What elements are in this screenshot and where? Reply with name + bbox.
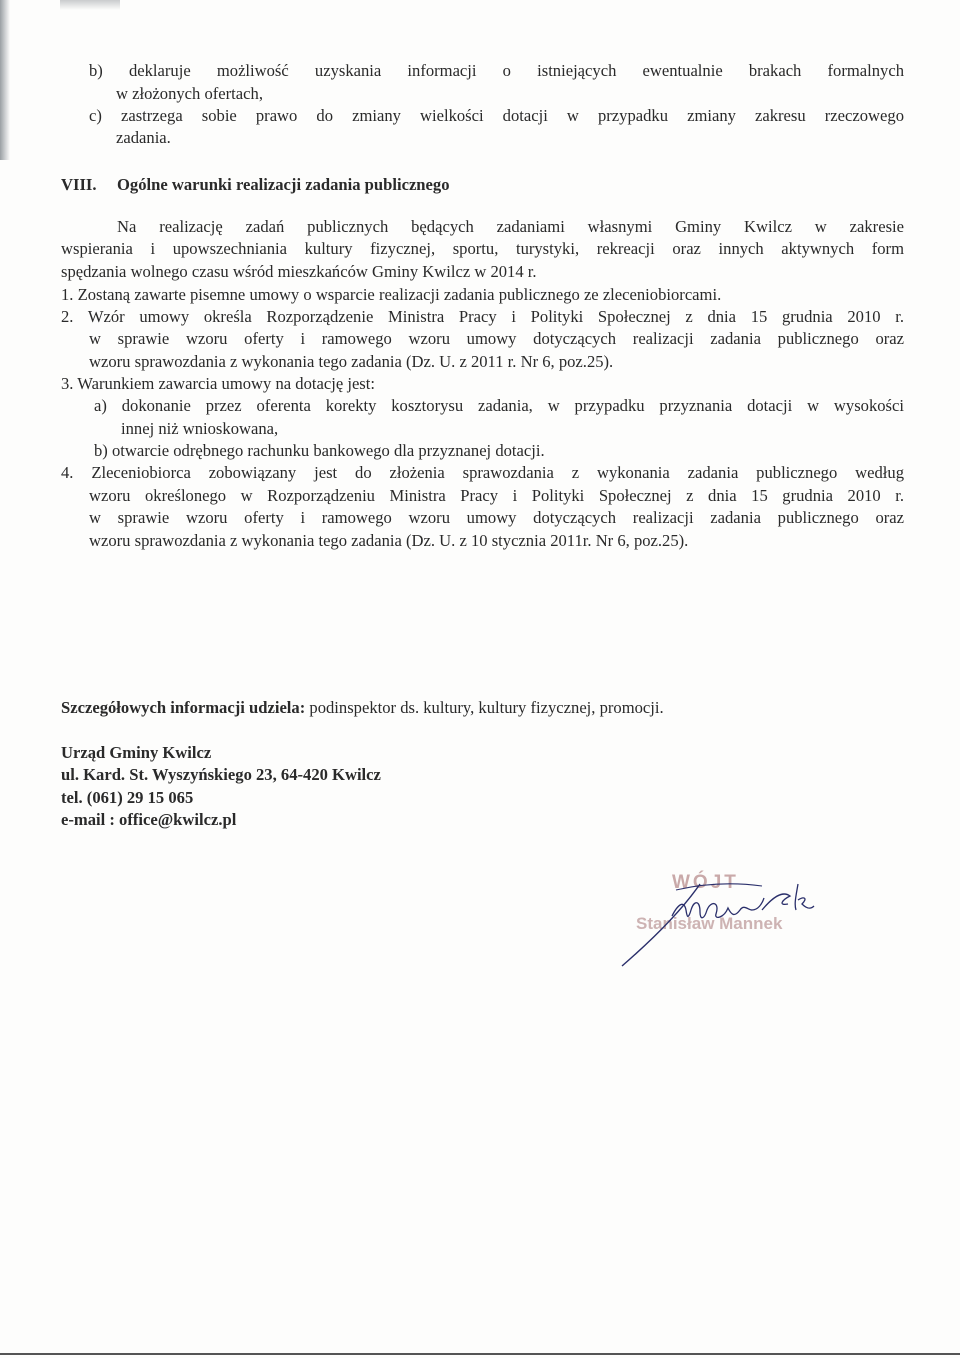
office-phone: tel. (061) 29 15 065 [61, 788, 194, 807]
page-bottom-edge [0, 1353, 960, 1355]
clause-c-line1: c) zastrzega sobie prawo do zmiany wielkości dotacji w przypadku zmiany zakresu rzeczowego [89, 106, 904, 125]
item-4-line4: wzoru sprawozdania z wykonania tego zadania (Dz. U. z 10 stycznia 2011r. Nr 6, poz.25). [89, 531, 689, 550]
info-label: Szczegółowych informacji udziela: [61, 698, 306, 717]
item-2-line3: wzoru sprawozdania z wykonania tego zadania (Dz. U. z 2011 r. Nr 6, poz.25). [89, 352, 614, 371]
signature [612, 870, 822, 970]
section-number: VIII. [61, 175, 97, 194]
item-1: 1. Zostaną zawarte pisemne umowy o wsparcie realizacji zadania publicznego ze zleceniobiorcami. [61, 285, 722, 304]
scan-shadow-left [0, 0, 10, 160]
signature-stroke-4 [676, 884, 762, 890]
clause-b-line2: w złożonych ofertach, [116, 84, 263, 103]
intro-line3: spędzania wolnego czasu wśród mieszkańców Gminy Kwilcz w 2014 r. [61, 262, 537, 281]
item-3: 3. Warunkiem zawarcia umowy na dotację jest: [61, 374, 375, 393]
scan-shadow-top [60, 0, 120, 10]
stamp-title: WÓJT [672, 872, 739, 893]
office-name: Urząd Gminy Kwilcz [61, 743, 212, 762]
stamp-name: Stanisław Mannek [636, 914, 783, 933]
item-4-line1: 4. Zleceniobiorca zobowiązany jest do złożenia sprawozdania z wykonania zadania publicznego według [61, 463, 904, 482]
office-address: ul. Kard. St. Wyszyńskiego 23, 64-420 Kwilcz [61, 765, 381, 784]
item-4-line3: w sprawie wzoru oferty i ramowego wzoru umowy dotyczących realizacji zadania publicznego oraz [89, 508, 904, 527]
clause-b-line1: b) deklaruje możliwość uzyskania informacji o istniejących ewentualnie brakach formalnych [89, 61, 904, 80]
signature-stroke-1 [622, 884, 700, 966]
item-3a-line1: a) dokonanie przez oferenta korekty kosztorysu zadania, w przypadku przyznania dotacji w wysokości [94, 396, 904, 415]
signature-stroke-2 [672, 898, 764, 918]
item-4-line2: wzoru określonego w Rozporządzeniu Ministra Pracy i Polityki Społecznej z dnia 15 grudnia 2010 r. [89, 486, 904, 505]
info-value: podinspektor ds. kultury, kultury fizycznej, promocji. [309, 698, 664, 717]
clause-c-line2: zadania. [116, 128, 171, 147]
intro-line1: Na realizację zadań publicznych będących zadaniami własnymi Gminy Kwilcz w zakresie [117, 217, 904, 236]
signature-stroke-3 [762, 884, 814, 910]
office-email: e-mail : office@kwilcz.pl [61, 810, 237, 829]
item-2-line2: w sprawie wzoru oferty i ramowego wzoru umowy dotyczących realizacji zadania publicznego oraz [89, 329, 904, 348]
section-title: Ogólne warunki realizacji zadania publicznego [117, 175, 450, 194]
item-3a-line2: innej niż wnioskowana, [121, 419, 279, 438]
item-2-line1: 2. Wzór umowy określa Rozporządzenie Ministra Pracy i Polityki Społecznej z dnia 15 grudnia 2010 r. [61, 307, 904, 326]
item-3b: b) otwarcie odrębnego rachunku bankowego dla przyznanej dotacji. [94, 441, 545, 460]
info-line [61, 697, 664, 719]
intro-line2: wspierania i upowszechniania kultury fizycznej, sportu, turystyki, rekreacji oraz innych aktywnych form [61, 239, 904, 258]
